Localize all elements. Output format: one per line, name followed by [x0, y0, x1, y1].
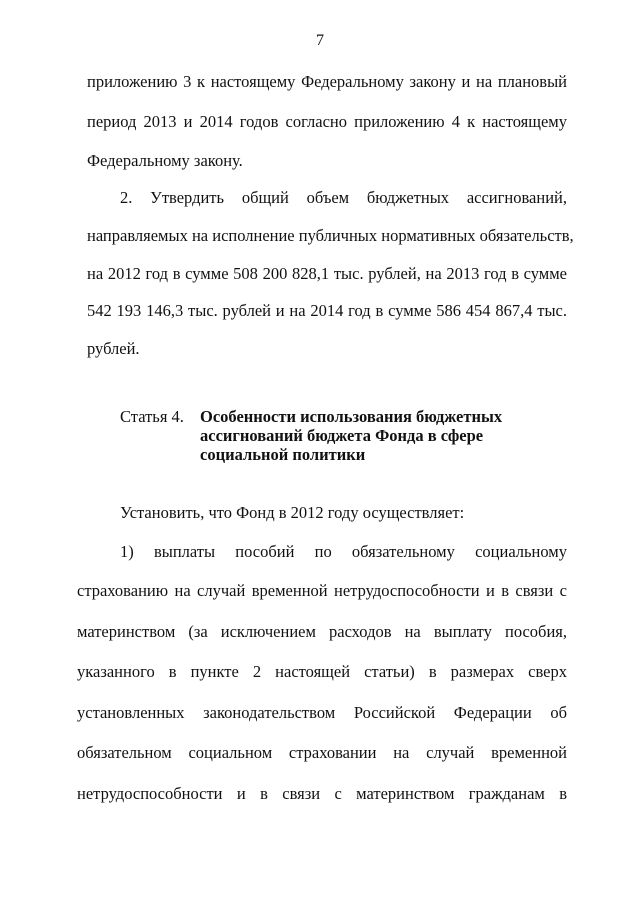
text-line: приложению 3 к настоящему Федеральному закону и на плановый [87, 72, 567, 91]
text-line: период 2013 и 2014 годов согласно приложению 4 к настоящему [87, 112, 567, 131]
text-line: 2. Утвердить общий объем бюджетных ассигнований, [120, 188, 567, 207]
article-title-line: Особенности использования бюджетных [200, 407, 503, 426]
text-line: установленных законодательством Российской Федерации об [77, 703, 567, 722]
text-line: обязательном социальном страховании на случай временной [77, 743, 567, 762]
text-line: нетрудоспособности и в связи с материнством гражданам в [77, 784, 567, 803]
text-line: Установить, что Фонд в 2012 году осуществляет: [120, 503, 465, 522]
article-title-line: ассигнований бюджета Фонда в сфере [200, 426, 484, 445]
text-line: указанного в пункте 2 настоящей статьи) в размерах сверх [77, 662, 567, 681]
page-number: 7 [316, 32, 324, 49]
text-line: Федеральному закону. [87, 151, 243, 170]
text-line: рублей. [87, 339, 140, 358]
text-line: страхованию на случай временной нетрудоспособности и в связи с [77, 581, 567, 600]
article-title [200, 407, 530, 464]
article-label: Статья 4. [120, 407, 184, 426]
text-line: направляемых на исполнение публичных нормативных обязательств, [87, 226, 574, 245]
text-line: 542 193 146,3 тыс. рублей и на 2014 год в сумме 586 454 867,4 тыс. [87, 301, 567, 320]
text-line: на 2012 год в сумме 508 200 828,1 тыс. рублей, на 2013 год в сумме [87, 264, 567, 283]
text-line: 1) выплаты пособий по обязательному социальному [120, 542, 567, 561]
article-title-line: социальной политики [200, 445, 366, 464]
text-line: материнством (за исключением расходов на выплату пособия, [77, 622, 567, 641]
